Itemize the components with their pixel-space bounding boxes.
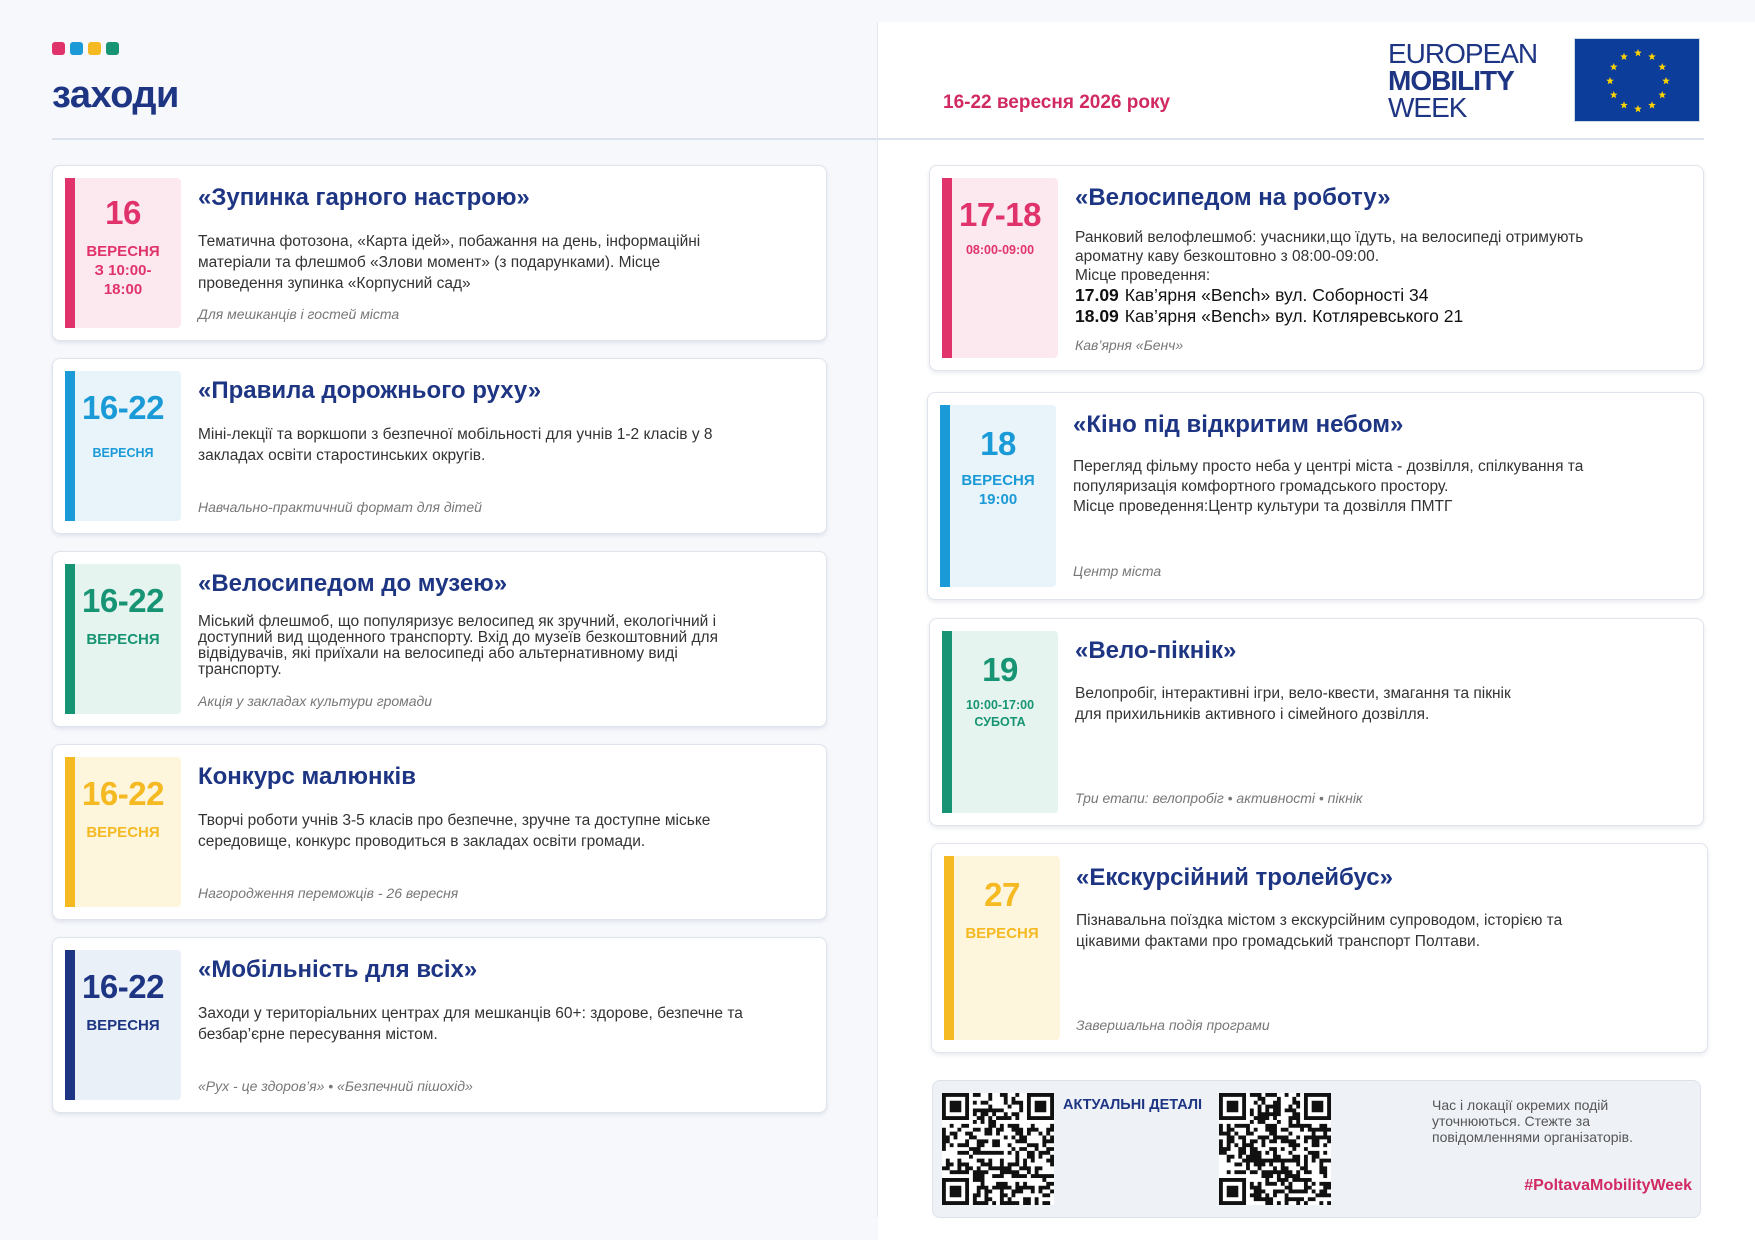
event-description: Міні-лекції та воркшопи з безпечної мобільності для учнів 1-2 класів у 8 закладах освіти старостинських округів. [198, 426, 713, 464]
event-card[interactable] [931, 843, 1708, 1053]
event-description: Пізнавальна поїздка містом з екскурсійним супроводом, історією та цікавими фактами про громадський транспорт Полтави. [1076, 912, 1563, 950]
date-box [942, 178, 1058, 358]
event-description: Міський флешмоб, що популяризує велосипед як зручний, екологічний і доступний вид щоденного транспорту. Вхід до музеїв безкоштовний для відвідувачів, які приїхали на велосипеді або альтернативному виді транспорту. [198, 613, 718, 678]
event-title: «Правила дорожнього руху» [198, 377, 542, 404]
event-note: Нагородження переможців - 26 вересня [198, 885, 459, 901]
date-box [944, 856, 1060, 1040]
event-note: Завершальна подія програми [1076, 1017, 1270, 1033]
vertical-divider [877, 22, 878, 1217]
date-number: 16-22 [82, 582, 164, 619]
event-note: «Рух - це здоров’я» • «Безпечний пішохід» [198, 1078, 473, 1094]
logo-line: MOBILITY [1388, 65, 1514, 96]
date-number: 16-22 [82, 775, 164, 812]
venue-date: 18.09 [1075, 306, 1119, 326]
eu-star-icon [1648, 101, 1656, 108]
event-card[interactable] [927, 392, 1704, 600]
event-title: «Велосипедом на роботу» [1075, 184, 1391, 211]
date-number: 16-22 [82, 968, 164, 1005]
hashtag[interactable]: #PoltavaMobilityWeek [1524, 1177, 1692, 1194]
date-subtitle: 10:00-17:00 СУБОТА [965, 698, 1035, 729]
venue-place: Кав’ярня «Bench» вул. Соборності 34 [1124, 285, 1429, 305]
date-number: 19 [982, 651, 1018, 688]
event-note: Для мешканців і гостей міста [198, 306, 400, 322]
event-card[interactable] [52, 551, 827, 727]
event-card[interactable] [929, 165, 1704, 371]
logo-line: EUROPEAN [1388, 38, 1538, 69]
accent-dot [70, 42, 83, 55]
event-card[interactable] [929, 618, 1704, 826]
eu-star-icon [1620, 101, 1628, 108]
event-note: Навчально-практичний формат для дітей [198, 499, 482, 515]
info-box [932, 1080, 1701, 1218]
eu-star-icon [1648, 53, 1656, 60]
accent-dot [52, 42, 65, 55]
venue-date: 17.09 [1075, 285, 1119, 305]
eu-star-icon [1610, 91, 1618, 98]
date-box [65, 371, 181, 521]
date-subtitle: ВЕРЕСНЯ [86, 631, 160, 648]
date-subtitle: 08:00-09:00 [965, 243, 1035, 257]
event-note: Центр міста [1073, 563, 1162, 579]
eu-star-icon [1634, 49, 1642, 56]
date-box [942, 631, 1058, 813]
date-subtitle: ВЕРЕСНЯ [92, 446, 154, 460]
date-subtitle: ВЕРЕСНЯ 19:00 [961, 472, 1035, 508]
qr-code-icon[interactable] [942, 1093, 1054, 1205]
date-subtitle: ВЕРЕСНЯ З 10:00- 18:00 [86, 243, 160, 298]
event-title: «Велосипедом до музею» [198, 570, 508, 597]
eu-star-icon [1658, 63, 1666, 70]
event-description: Тематична фотозона, «Карта ідей», побажання на день, інформаційні матеріали та флешмоб «Злови момент» (з подарунками). Місце проведення зупинка «Корпусний сад» [198, 233, 701, 292]
date-number: 17-18 [959, 196, 1041, 233]
event-note: Кав’ярня «Бенч» [1075, 337, 1184, 353]
date-number: 27 [984, 876, 1020, 913]
date-box [940, 405, 1056, 587]
event-description: Творчі роботи учнів 3-5 класів про безпечне, зручне та доступне міське середовище, конкурс проводиться в закладах освіти громади. [198, 812, 711, 850]
eu-star-icon [1606, 77, 1614, 84]
event-title: «Вело-пікнік» [1075, 637, 1237, 664]
date-box [65, 564, 181, 714]
header-divider [52, 138, 1704, 140]
venue-place: Кав’ярня «Bench» вул. Котляревського 21 [1124, 306, 1464, 326]
venue-item [1075, 306, 1463, 327]
event-description: Ранковий велофлешмоб: учасники,що їдуть, на велосипеді отримують ароматну каву безкоштовно з 08:00-09:00. Місце проведення: [1075, 229, 1584, 284]
event-title: «Екскурсійний тролейбус» [1076, 864, 1394, 891]
event-description: Велопробіг, інтерактивні ігри, вело-квести, змагання та пікнік для прихильників активного і сімейного дозвілля. [1075, 685, 1511, 723]
logo-line: WEEK [1388, 92, 1467, 123]
event-title: «Кіно під відкритим небом» [1073, 411, 1404, 438]
venue-list [1075, 285, 1463, 327]
eu-star-icon [1662, 77, 1670, 84]
date-subtitle: ВЕРЕСНЯ [86, 1017, 160, 1034]
eu-star-icon [1620, 53, 1628, 60]
date-number: 16-22 [82, 389, 164, 426]
event-title: «Мобільність для всіх» [198, 956, 478, 983]
page-title: заходи [52, 74, 179, 116]
date-subtitle: ВЕРЕСНЯ [965, 925, 1039, 942]
european-mobility-week-logo [1388, 40, 1537, 121]
date-number: 18 [980, 425, 1016, 462]
date-number: 16 [105, 194, 141, 231]
event-card[interactable] [52, 744, 827, 920]
event-description: Перегляд фільму просто неба у центрі міста - дозвілля, спілкування та популяризація комфортного громадського простору. Місце проведення:Центр культури та дозвілля ПМТГ [1073, 458, 1584, 515]
info-note: Час і локації окремих подій уточнюються. Стежте за повідомленнями організаторів. [1432, 1097, 1633, 1145]
info-label: АКТУАЛЬНІ ДЕТАЛІ [1063, 1097, 1203, 1113]
accent-dot [106, 42, 119, 55]
eu-star-icon [1634, 105, 1642, 112]
event-title: «Зупинка гарного настрою» [198, 184, 530, 211]
event-title: Конкурс малюнків [198, 763, 416, 790]
event-card[interactable] [52, 358, 827, 534]
date-box [65, 950, 181, 1100]
event-description: Заходи у територіальних центрах для мешканців 60+: здорове, безпечне та безбар’єрне пересування містом. [198, 1005, 743, 1043]
accent-dot [88, 42, 101, 55]
event-card[interactable] [52, 937, 827, 1113]
date-box [65, 178, 181, 328]
accent-dots [52, 42, 119, 55]
event-card[interactable] [52, 165, 827, 341]
eu-star-icon [1610, 63, 1618, 70]
date-subtitle: ВЕРЕСНЯ [86, 824, 160, 841]
eu-star-icon [1658, 91, 1666, 98]
venue-item [1075, 285, 1463, 306]
event-dates: 16-22 вересня 2026 року [943, 92, 1171, 113]
qr-code-icon[interactable] [1219, 1093, 1331, 1205]
event-note: Три етапи: велопробіг • активності • пікнік [1075, 790, 1363, 806]
event-note: Акція у закладах культури громади [198, 693, 433, 709]
eu-flag-icon [1574, 38, 1700, 122]
date-box [65, 757, 181, 907]
